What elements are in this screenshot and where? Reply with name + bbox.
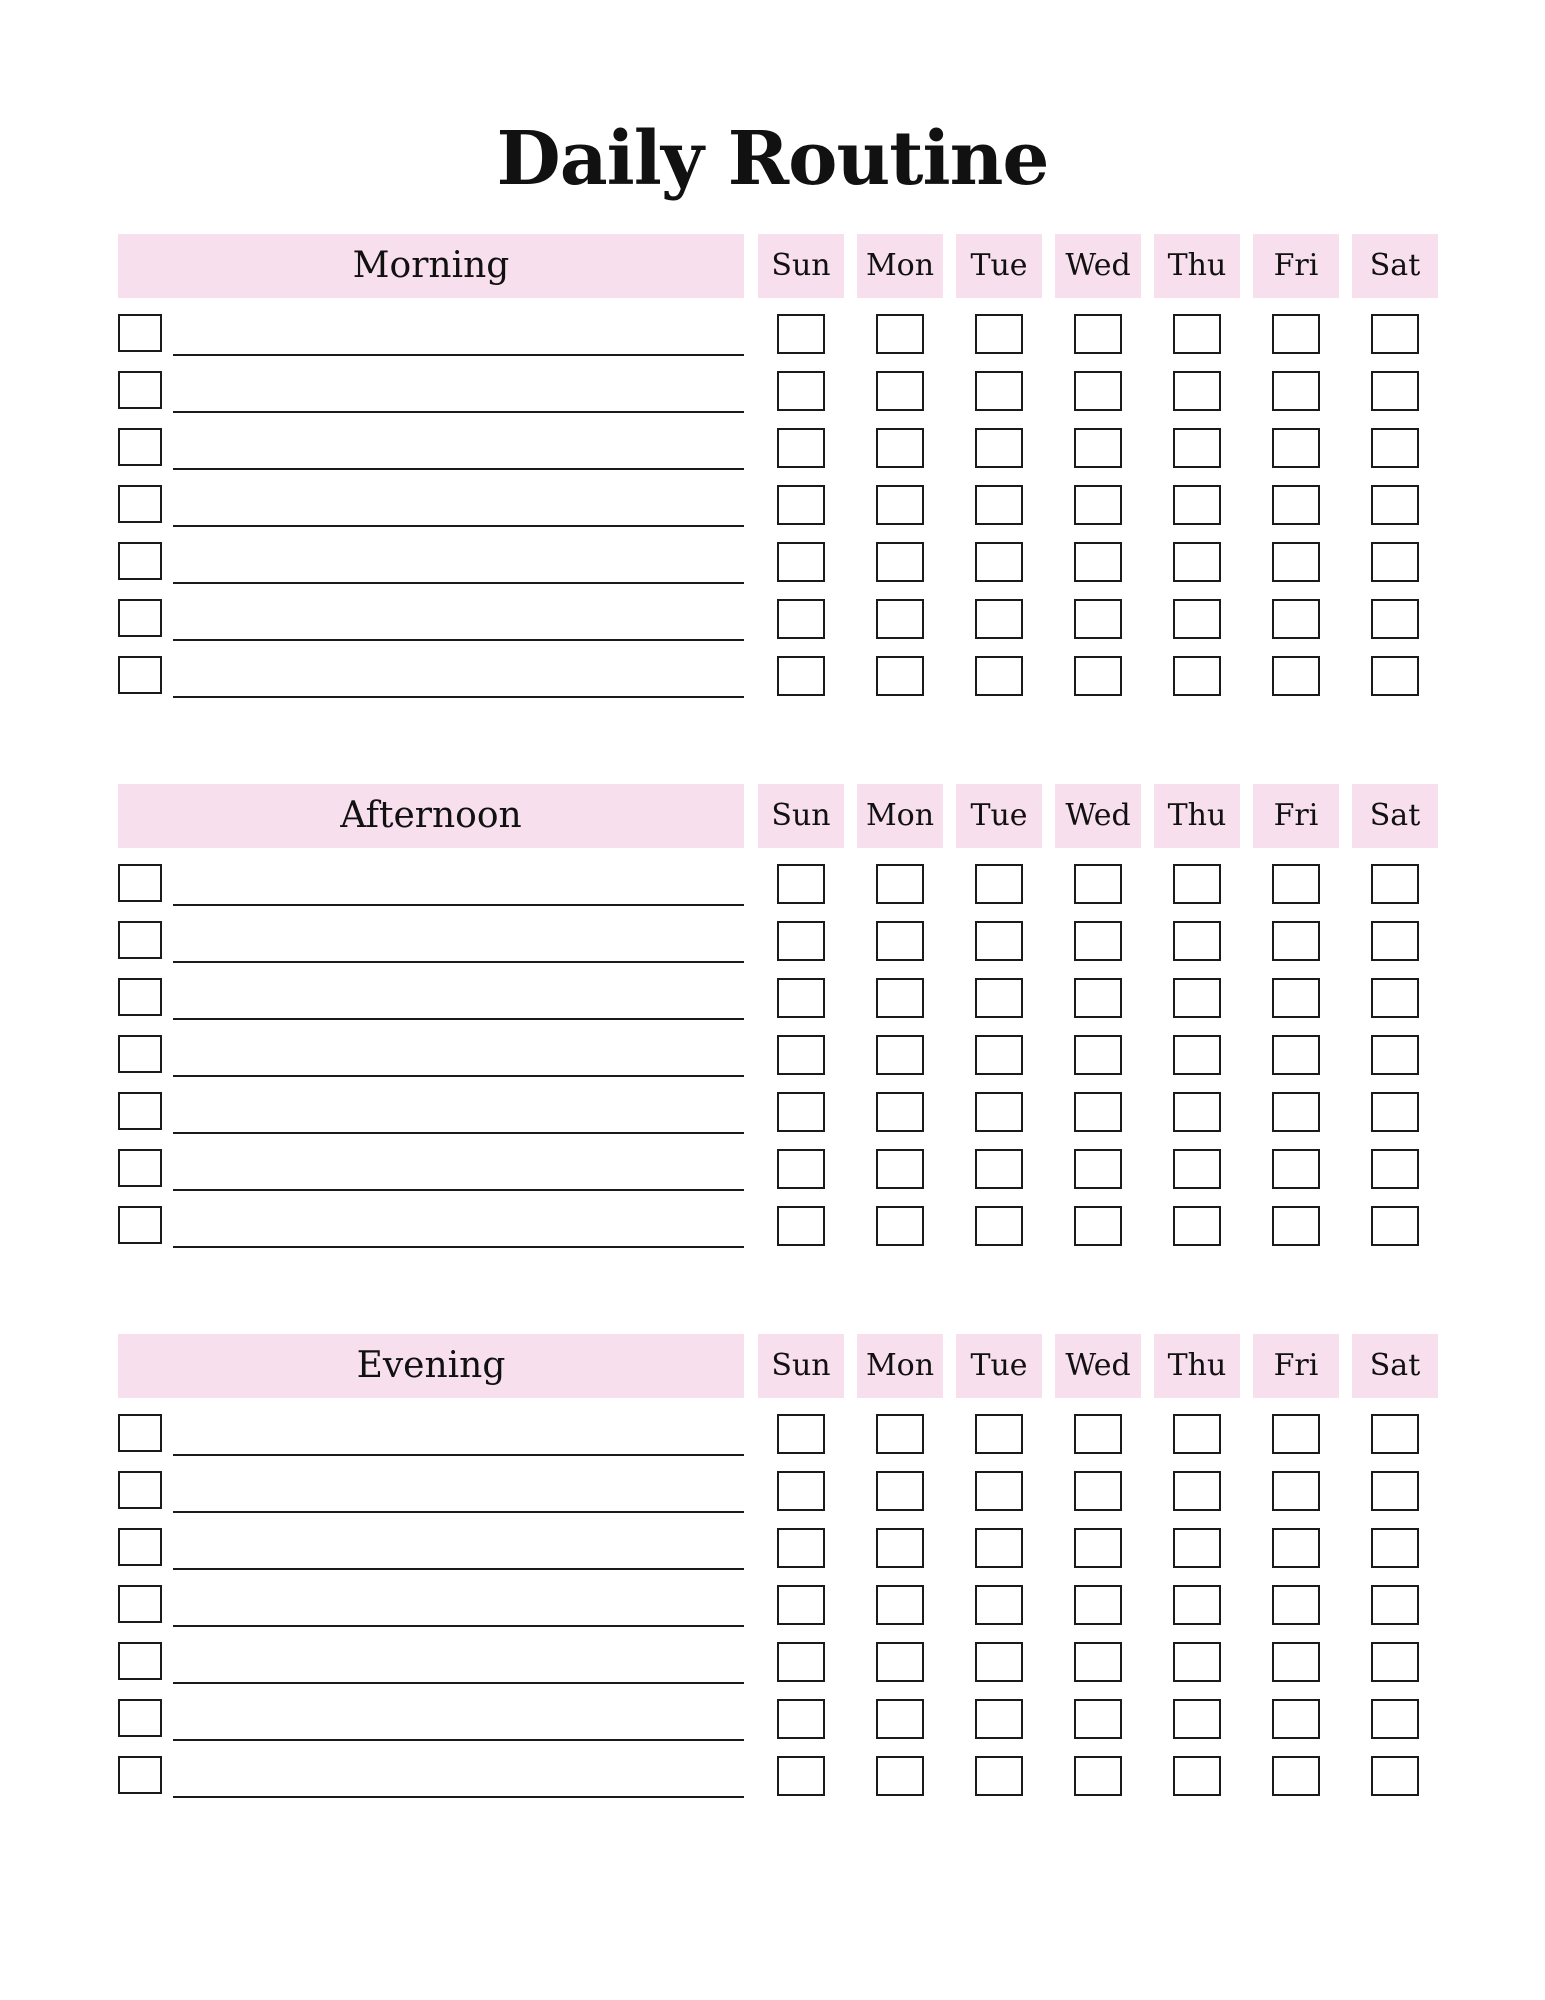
- task-write-line[interactable]: [173, 1132, 744, 1134]
- day-checkbox-mon[interactable]: [876, 1528, 924, 1568]
- day-checkbox-tue[interactable]: [975, 314, 1023, 354]
- day-header-sun: Sun: [758, 1334, 844, 1398]
- day-header-fri: Fri: [1253, 234, 1339, 298]
- routine-row: [118, 1149, 1438, 1191]
- day-checkbox-mon[interactable]: [876, 1149, 924, 1189]
- task-write-line[interactable]: [173, 1625, 744, 1627]
- task-checkbox[interactable]: [118, 428, 162, 466]
- day-checkbox-fri[interactable]: [1272, 1092, 1320, 1132]
- day-checkbox-tue[interactable]: [975, 978, 1023, 1018]
- routine-row: [118, 1035, 1438, 1077]
- day-checkbox-wed[interactable]: [1074, 864, 1122, 904]
- day-checkbox-sat[interactable]: [1371, 542, 1419, 582]
- task-write-line[interactable]: [173, 1246, 744, 1248]
- section-label: Morning: [118, 234, 744, 298]
- day-header-sat: Sat: [1352, 1334, 1438, 1398]
- day-checkbox-sat[interactable]: [1371, 1756, 1419, 1796]
- day-checkbox-sat[interactable]: [1371, 1471, 1419, 1511]
- day-header-tue: Tue: [956, 784, 1042, 848]
- day-checkbox-thu[interactable]: [1173, 1585, 1221, 1625]
- day-header-sun: Sun: [758, 784, 844, 848]
- day-checkbox-thu[interactable]: [1173, 656, 1221, 696]
- day-checkbox-sat[interactable]: [1371, 1642, 1419, 1682]
- day-checkbox-tue[interactable]: [975, 542, 1023, 582]
- day-checkbox-wed[interactable]: [1074, 656, 1122, 696]
- day-header-sat: Sat: [1352, 234, 1438, 298]
- day-checkbox-sat[interactable]: [1371, 1528, 1419, 1568]
- day-checkbox-mon[interactable]: [876, 921, 924, 961]
- day-checkbox-thu[interactable]: [1173, 1149, 1221, 1189]
- routine-row: [118, 1756, 1438, 1798]
- day-checkbox-fri[interactable]: [1272, 1414, 1320, 1454]
- day-checkbox-fri[interactable]: [1272, 428, 1320, 468]
- day-checkbox-thu[interactable]: [1173, 1756, 1221, 1796]
- day-checkbox-sat[interactable]: [1371, 921, 1419, 961]
- day-checkbox-fri[interactable]: [1272, 1528, 1320, 1568]
- task-write-line[interactable]: [173, 639, 744, 641]
- day-checkbox-sat[interactable]: [1371, 1206, 1419, 1246]
- day-checkbox-mon[interactable]: [876, 1092, 924, 1132]
- task-checkbox[interactable]: [118, 485, 162, 523]
- routine-row: [118, 599, 1438, 641]
- task-checkbox[interactable]: [118, 371, 162, 409]
- section-label: Afternoon: [118, 784, 744, 848]
- day-checkbox-tue[interactable]: [975, 1528, 1023, 1568]
- day-checkbox-sun[interactable]: [777, 1035, 825, 1075]
- day-checkbox-sat[interactable]: [1371, 485, 1419, 525]
- task-checkbox[interactable]: [118, 1528, 162, 1566]
- day-checkbox-sat[interactable]: [1371, 1092, 1419, 1132]
- day-checkbox-thu[interactable]: [1173, 314, 1221, 354]
- day-checkbox-sun[interactable]: [777, 1642, 825, 1682]
- day-header-wed: Wed: [1055, 1334, 1141, 1398]
- day-checkbox-mon[interactable]: [876, 1585, 924, 1625]
- day-header-fri: Fri: [1253, 784, 1339, 848]
- day-checkbox-fri[interactable]: [1272, 314, 1320, 354]
- day-checkbox-wed[interactable]: [1074, 1699, 1122, 1739]
- day-checkbox-sun[interactable]: [777, 864, 825, 904]
- task-write-line[interactable]: [173, 1739, 744, 1741]
- task-checkbox[interactable]: [118, 1414, 162, 1452]
- day-checkbox-mon[interactable]: [876, 656, 924, 696]
- day-checkbox-sun[interactable]: [777, 978, 825, 1018]
- day-checkbox-thu[interactable]: [1173, 1206, 1221, 1246]
- day-checkbox-sun[interactable]: [777, 1528, 825, 1568]
- routine-row: [118, 1528, 1438, 1570]
- routine-row: [118, 1585, 1438, 1627]
- task-write-line[interactable]: [173, 1511, 744, 1513]
- day-header-tue: Tue: [956, 234, 1042, 298]
- day-checkbox-tue[interactable]: [975, 1206, 1023, 1246]
- day-checkbox-sun[interactable]: [777, 1471, 825, 1511]
- task-checkbox[interactable]: [118, 1035, 162, 1073]
- day-checkbox-fri[interactable]: [1272, 656, 1320, 696]
- day-checkbox-mon[interactable]: [876, 864, 924, 904]
- day-checkbox-mon[interactable]: [876, 428, 924, 468]
- day-checkbox-wed[interactable]: [1074, 1756, 1122, 1796]
- day-checkbox-thu[interactable]: [1173, 1528, 1221, 1568]
- day-checkbox-tue[interactable]: [975, 1149, 1023, 1189]
- day-checkbox-mon[interactable]: [876, 1642, 924, 1682]
- task-checkbox[interactable]: [118, 542, 162, 580]
- routine-row: [118, 485, 1438, 527]
- day-header-wed: Wed: [1055, 234, 1141, 298]
- routine-row: [118, 1471, 1438, 1513]
- day-header-sun: Sun: [758, 234, 844, 298]
- task-checkbox[interactable]: [118, 1756, 162, 1794]
- day-checkbox-fri[interactable]: [1272, 485, 1320, 525]
- routine-row: [118, 314, 1438, 356]
- day-checkbox-fri[interactable]: [1272, 1756, 1320, 1796]
- day-checkbox-thu[interactable]: [1173, 1471, 1221, 1511]
- day-checkbox-tue[interactable]: [975, 1585, 1023, 1625]
- task-write-line[interactable]: [173, 1075, 744, 1077]
- day-checkbox-thu[interactable]: [1173, 485, 1221, 525]
- day-checkbox-fri[interactable]: [1272, 1585, 1320, 1625]
- day-checkbox-sun[interactable]: [777, 1149, 825, 1189]
- day-checkbox-sun[interactable]: [777, 314, 825, 354]
- day-checkbox-mon[interactable]: [876, 1206, 924, 1246]
- day-checkbox-sat[interactable]: [1371, 1414, 1419, 1454]
- task-write-line[interactable]: [173, 1454, 744, 1456]
- task-checkbox[interactable]: [118, 1585, 162, 1623]
- routine-row: [118, 1206, 1438, 1248]
- day-checkbox-mon[interactable]: [876, 978, 924, 1018]
- day-checkbox-fri[interactable]: [1272, 599, 1320, 639]
- task-checkbox[interactable]: [118, 1471, 162, 1509]
- day-checkbox-fri[interactable]: [1272, 921, 1320, 961]
- task-write-line[interactable]: [173, 1568, 744, 1570]
- day-checkbox-sat[interactable]: [1371, 978, 1419, 1018]
- day-checkbox-sun[interactable]: [777, 656, 825, 696]
- day-checkbox-tue[interactable]: [975, 1699, 1023, 1739]
- day-checkbox-fri[interactable]: [1272, 1149, 1320, 1189]
- day-checkbox-fri[interactable]: [1272, 864, 1320, 904]
- day-checkbox-wed[interactable]: [1074, 1585, 1122, 1625]
- day-checkbox-thu[interactable]: [1173, 1642, 1221, 1682]
- day-checkbox-fri[interactable]: [1272, 1471, 1320, 1511]
- day-checkbox-wed[interactable]: [1074, 314, 1122, 354]
- day-checkbox-tue[interactable]: [975, 1414, 1023, 1454]
- day-checkbox-sun[interactable]: [777, 1699, 825, 1739]
- day-checkbox-sun[interactable]: [777, 485, 825, 525]
- task-checkbox[interactable]: [118, 864, 162, 902]
- day-checkbox-tue[interactable]: [975, 921, 1023, 961]
- day-checkbox-thu[interactable]: [1173, 428, 1221, 468]
- day-checkbox-sun[interactable]: [777, 1206, 825, 1246]
- routine-row: [118, 864, 1438, 906]
- day-checkbox-wed[interactable]: [1074, 921, 1122, 961]
- day-checkbox-sat[interactable]: [1371, 1035, 1419, 1075]
- day-checkbox-wed[interactable]: [1074, 1414, 1122, 1454]
- day-header-wed: Wed: [1055, 784, 1141, 848]
- day-checkbox-sun[interactable]: [777, 1756, 825, 1796]
- section-header-row: [118, 784, 1438, 848]
- page-title: Daily Routine: [496, 116, 1049, 202]
- day-checkbox-fri[interactable]: [1272, 1699, 1320, 1739]
- section-label: Evening: [118, 1334, 744, 1398]
- day-checkbox-tue[interactable]: [975, 1092, 1023, 1132]
- day-checkbox-sat[interactable]: [1371, 656, 1419, 696]
- day-checkbox-wed[interactable]: [1074, 1035, 1122, 1075]
- day-checkbox-tue[interactable]: [975, 599, 1023, 639]
- day-checkbox-tue[interactable]: [975, 485, 1023, 525]
- routine-row: [118, 1092, 1438, 1134]
- day-checkbox-thu[interactable]: [1173, 864, 1221, 904]
- day-checkbox-sun[interactable]: [777, 371, 825, 411]
- day-checkbox-sun[interactable]: [777, 428, 825, 468]
- day-checkbox-tue[interactable]: [975, 1471, 1023, 1511]
- day-checkbox-wed[interactable]: [1074, 1642, 1122, 1682]
- routine-row: [118, 1414, 1438, 1456]
- task-write-line[interactable]: [173, 411, 744, 413]
- day-checkbox-fri[interactable]: [1272, 978, 1320, 1018]
- day-checkbox-sun[interactable]: [777, 1414, 825, 1454]
- day-checkbox-fri[interactable]: [1272, 371, 1320, 411]
- task-write-line[interactable]: [173, 468, 744, 470]
- day-checkbox-wed[interactable]: [1074, 1149, 1122, 1189]
- day-checkbox-sat[interactable]: [1371, 864, 1419, 904]
- task-write-line[interactable]: [173, 904, 744, 906]
- day-checkbox-wed[interactable]: [1074, 1528, 1122, 1568]
- day-checkbox-wed[interactable]: [1074, 485, 1122, 525]
- routine-row: [118, 371, 1438, 413]
- task-checkbox[interactable]: [118, 599, 162, 637]
- day-header-fri: Fri: [1253, 1334, 1339, 1398]
- day-header-thu: Thu: [1154, 234, 1240, 298]
- day-checkbox-thu[interactable]: [1173, 1414, 1221, 1454]
- task-write-line[interactable]: [173, 525, 744, 527]
- task-checkbox[interactable]: [118, 1642, 162, 1680]
- routine-row: [118, 1642, 1438, 1684]
- day-header-sat: Sat: [1352, 784, 1438, 848]
- day-checkbox-fri[interactable]: [1272, 1206, 1320, 1246]
- task-checkbox[interactable]: [118, 314, 162, 352]
- day-checkbox-thu[interactable]: [1173, 599, 1221, 639]
- task-checkbox[interactable]: [118, 1149, 162, 1187]
- task-checkbox[interactable]: [118, 978, 162, 1016]
- task-checkbox[interactable]: [118, 921, 162, 959]
- task-write-line[interactable]: [173, 696, 744, 698]
- day-checkbox-tue[interactable]: [975, 428, 1023, 468]
- day-checkbox-mon[interactable]: [876, 542, 924, 582]
- day-checkbox-wed[interactable]: [1074, 978, 1122, 1018]
- day-checkbox-sat[interactable]: [1371, 371, 1419, 411]
- day-checkbox-sat[interactable]: [1371, 1149, 1419, 1189]
- day-checkbox-sat[interactable]: [1371, 314, 1419, 354]
- day-checkbox-tue[interactable]: [975, 1035, 1023, 1075]
- day-checkbox-sat[interactable]: [1371, 1585, 1419, 1625]
- day-header-thu: Thu: [1154, 1334, 1240, 1398]
- day-checkbox-thu[interactable]: [1173, 1035, 1221, 1075]
- task-write-line[interactable]: [173, 1189, 744, 1191]
- routine-row: [118, 542, 1438, 584]
- day-checkbox-mon[interactable]: [876, 1756, 924, 1796]
- day-checkbox-tue[interactable]: [975, 1642, 1023, 1682]
- routine-row: [118, 978, 1438, 1020]
- day-checkbox-sun[interactable]: [777, 599, 825, 639]
- task-write-line[interactable]: [173, 1018, 744, 1020]
- day-checkbox-sat[interactable]: [1371, 428, 1419, 468]
- routine-row: [118, 656, 1438, 698]
- task-write-line[interactable]: [173, 354, 744, 356]
- day-checkbox-thu[interactable]: [1173, 542, 1221, 582]
- task-write-line[interactable]: [173, 961, 744, 963]
- task-checkbox[interactable]: [118, 1699, 162, 1737]
- day-checkbox-mon[interactable]: [876, 1414, 924, 1454]
- day-checkbox-mon[interactable]: [876, 1035, 924, 1075]
- day-checkbox-fri[interactable]: [1272, 1035, 1320, 1075]
- day-checkbox-wed[interactable]: [1074, 599, 1122, 639]
- day-checkbox-wed[interactable]: [1074, 371, 1122, 411]
- day-checkbox-mon[interactable]: [876, 599, 924, 639]
- day-checkbox-tue[interactable]: [975, 656, 1023, 696]
- task-write-line[interactable]: [173, 1796, 744, 1798]
- day-checkbox-mon[interactable]: [876, 314, 924, 354]
- task-checkbox[interactable]: [118, 1092, 162, 1130]
- day-checkbox-wed[interactable]: [1074, 542, 1122, 582]
- day-checkbox-fri[interactable]: [1272, 542, 1320, 582]
- day-checkbox-wed[interactable]: [1074, 1092, 1122, 1132]
- day-header-mon: Mon: [857, 784, 943, 848]
- day-checkbox-sun[interactable]: [777, 921, 825, 961]
- routine-row: [118, 1699, 1438, 1741]
- day-checkbox-sun[interactable]: [777, 1585, 825, 1625]
- day-checkbox-wed[interactable]: [1074, 1206, 1122, 1246]
- day-header-mon: Mon: [857, 1334, 943, 1398]
- day-checkbox-tue[interactable]: [975, 864, 1023, 904]
- day-checkbox-wed[interactable]: [1074, 428, 1122, 468]
- routine-row: [118, 921, 1438, 963]
- task-checkbox[interactable]: [118, 656, 162, 694]
- section-header-row: [118, 1334, 1438, 1398]
- day-checkbox-tue[interactable]: [975, 1756, 1023, 1796]
- day-checkbox-mon[interactable]: [876, 371, 924, 411]
- routine-row: [118, 428, 1438, 470]
- day-checkbox-mon[interactable]: [876, 485, 924, 525]
- day-checkbox-thu[interactable]: [1173, 371, 1221, 411]
- day-checkbox-tue[interactable]: [975, 371, 1023, 411]
- day-checkbox-sat[interactable]: [1371, 1699, 1419, 1739]
- day-checkbox-sun[interactable]: [777, 542, 825, 582]
- day-checkbox-sat[interactable]: [1371, 599, 1419, 639]
- task-checkbox[interactable]: [118, 1206, 162, 1244]
- day-header-mon: Mon: [857, 234, 943, 298]
- day-header-tue: Tue: [956, 1334, 1042, 1398]
- day-checkbox-sun[interactable]: [777, 1092, 825, 1132]
- day-checkbox-mon[interactable]: [876, 1471, 924, 1511]
- task-write-line[interactable]: [173, 1682, 744, 1684]
- day-checkbox-thu[interactable]: [1173, 978, 1221, 1018]
- day-checkbox-thu[interactable]: [1173, 921, 1221, 961]
- day-checkbox-thu[interactable]: [1173, 1092, 1221, 1132]
- day-checkbox-mon[interactable]: [876, 1699, 924, 1739]
- day-checkbox-fri[interactable]: [1272, 1642, 1320, 1682]
- task-write-line[interactable]: [173, 582, 744, 584]
- day-checkbox-wed[interactable]: [1074, 1471, 1122, 1511]
- day-header-thu: Thu: [1154, 784, 1240, 848]
- day-checkbox-thu[interactable]: [1173, 1699, 1221, 1739]
- section-header-row: [118, 234, 1438, 298]
